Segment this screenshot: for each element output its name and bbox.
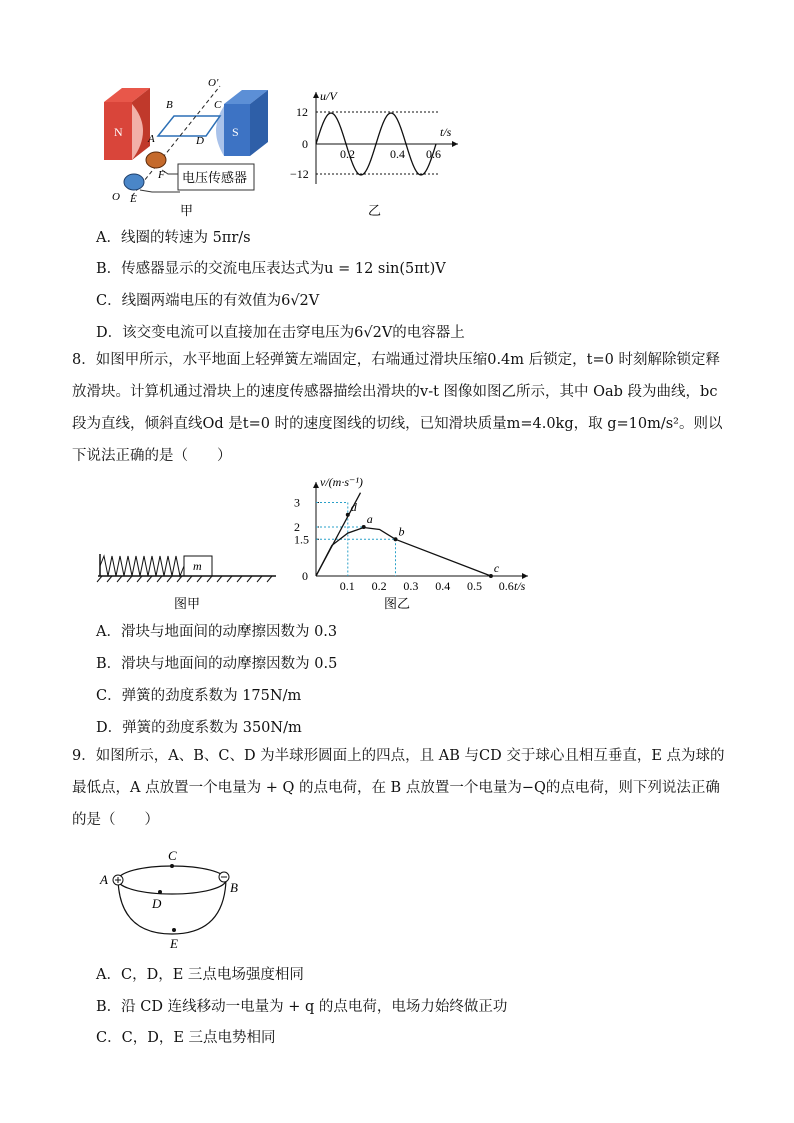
vt-point-d bbox=[346, 513, 350, 517]
label-c: C bbox=[214, 99, 222, 111]
u-axis-label: u/V bbox=[320, 89, 337, 103]
q8-option-a[interactable]: A．滑块与地面间的动摩擦因数为 0.3 bbox=[96, 624, 338, 640]
vt-point-label-d: d bbox=[350, 499, 357, 514]
vt-point-label-a: a bbox=[366, 512, 373, 526]
q7-figure-ut-graph bbox=[290, 84, 470, 224]
vt-point-a bbox=[362, 525, 366, 529]
q9-stem: 9．如图所示，A、B、C、D 为半球形圆面上的四点，且 AB 与CD 交于球心且相互垂直，E 点为球的最低点，A 点放置一个电量为 + Q 的点电荷，在 B 点放置一个电量为−Q的点电荷，则下列说法正确的是（ ） bbox=[72, 748, 725, 828]
vt-y-axis-label: v/(m·s⁻¹) bbox=[320, 475, 363, 489]
label-d: D bbox=[152, 896, 162, 911]
vt-y-tick: 3 bbox=[294, 495, 300, 510]
label-a: A bbox=[100, 872, 108, 887]
vt-origin: 0 bbox=[302, 569, 308, 583]
q7-option-b[interactable]: B．传感器显示的交流电压表达式为u = 12 sin(5πt)V bbox=[96, 261, 446, 277]
label-a: A bbox=[148, 133, 155, 145]
label-d: D bbox=[196, 135, 204, 147]
t-tick-0.2: 0.2 bbox=[340, 147, 355, 161]
vt-y-arrow bbox=[313, 482, 319, 488]
vt-x-tick: 0.3 bbox=[403, 579, 419, 593]
q9-option-b[interactable]: B．沿 CD 连线移动一电量为 + q 的点电荷，电场力始终做正功 bbox=[96, 999, 508, 1015]
t-tick-0.4: 0.4 bbox=[390, 147, 405, 161]
pole-s-label: S bbox=[232, 125, 239, 139]
label-f: F bbox=[158, 169, 165, 181]
u-tick-0: 0 bbox=[302, 137, 308, 151]
fig-caption-tuyi: 图乙 bbox=[384, 596, 411, 611]
q8-figure-spring bbox=[94, 548, 280, 614]
vt-x-tick: 0.6 bbox=[498, 579, 514, 593]
q8-option-c[interactable]: C．弹簧的劲度系数为 175N/m bbox=[96, 688, 302, 704]
q8-figure-vt-graph bbox=[290, 474, 540, 614]
vt-x-tick: 0.2 bbox=[371, 579, 387, 593]
vt-x-tick: 0.5 bbox=[467, 579, 482, 593]
vt-point-b bbox=[394, 537, 398, 541]
q9-figure-hemisphere bbox=[96, 842, 256, 952]
vt-point-label-c: c bbox=[493, 561, 500, 575]
fig-caption-yi: 乙 bbox=[368, 203, 382, 218]
vt-point-c bbox=[489, 574, 493, 578]
vt-point-label-b: b bbox=[398, 524, 405, 539]
t-tick-0.6: 0.6 bbox=[426, 147, 441, 161]
u-tick-12: 12 bbox=[296, 105, 308, 119]
label-b: B bbox=[230, 880, 238, 895]
q8-option-d[interactable]: D．弹簧的劲度系数为 350N/m bbox=[96, 720, 302, 736]
label-e: E bbox=[130, 193, 137, 205]
q7-figure-generator bbox=[92, 74, 292, 224]
fig-caption-jia: 甲 bbox=[180, 203, 194, 218]
q7-option-c[interactable]: C．线圈两端电压的有效值为6√2V bbox=[96, 293, 320, 309]
label-o: O bbox=[112, 191, 120, 203]
u-tick-neg12: −12 bbox=[290, 167, 309, 181]
vt-x-axis-label: t/s bbox=[514, 579, 526, 593]
vt-y-tick: 1.5 bbox=[294, 532, 309, 547]
q7-option-d[interactable]: D．该交变电流可以直接加在击穿电压为6√2V的电容器上 bbox=[96, 325, 465, 341]
label-b: B bbox=[166, 99, 173, 111]
mass-label: m bbox=[193, 559, 202, 573]
label-c: C bbox=[168, 848, 177, 863]
vt-y-tick: 2 bbox=[294, 520, 300, 534]
label-e: E bbox=[170, 936, 178, 951]
vt-x-tick: 0.4 bbox=[435, 579, 451, 593]
q8-option-b[interactable]: B．滑块与地面间的动摩擦因数为 0.5 bbox=[96, 656, 338, 672]
t-axis-label: t/s bbox=[440, 125, 452, 139]
q9-option-a[interactable]: A．C，D，E 三点电场强度相同 bbox=[96, 967, 304, 983]
pole-n-label: N bbox=[114, 125, 123, 139]
vt-x-tick: 0.1 bbox=[339, 579, 355, 593]
label-o-prime: O' bbox=[208, 77, 219, 89]
q7-option-a[interactable]: A．线圈的转速为 5πr/s bbox=[96, 230, 251, 246]
sensor-label: 电压传感器 bbox=[182, 170, 248, 185]
q9-option-c[interactable]: C．C，D，E 三点电势相同 bbox=[96, 1030, 276, 1046]
q8-stem: 8．如图甲所示，水平地面上轻弹簧左端固定，右端通过滑块压缩0.4m 后锁定，t=0 时刻解除锁定释放滑块。计算机通过滑块上的速度传感器描绘出滑块的v-t 图像如图乙所示，其中 Oab 段为曲线，bc 段为直线，倾斜直线Od 是t=0 时的速度图线的切线，已知滑块质量m=4.0kg，取 g=10m/s²。则以下说法正确的是（ ） bbox=[72, 352, 723, 464]
fig-caption-tujia: 图甲 bbox=[174, 596, 201, 611]
